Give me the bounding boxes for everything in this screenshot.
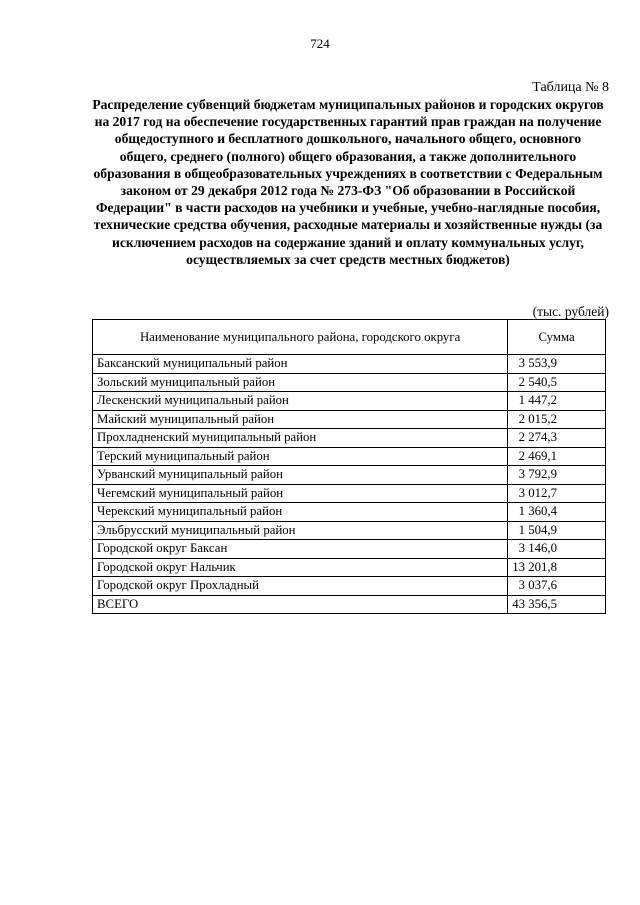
page-number: 724 bbox=[310, 36, 330, 51]
table-row bbox=[93, 484, 606, 503]
column-header-amount: Сумма bbox=[508, 320, 606, 355]
table-row bbox=[93, 466, 606, 485]
row-name: Майский муниципальный район bbox=[93, 410, 508, 429]
table-row bbox=[93, 373, 606, 392]
table-row bbox=[93, 410, 606, 429]
row-amount: 1 447,2 bbox=[508, 392, 606, 411]
row-name: Черекский муниципальный район bbox=[93, 503, 508, 522]
table-total-row bbox=[93, 595, 606, 614]
table-row bbox=[93, 447, 606, 466]
row-amount: 3 037,6 bbox=[508, 577, 606, 596]
units-label: (тыс. рублей) bbox=[532, 304, 609, 319]
row-amount: 2 469,1 bbox=[508, 447, 606, 466]
row-name: Урванский муниципальный район bbox=[93, 466, 508, 485]
total-label: ВСЕГО bbox=[93, 595, 508, 614]
row-name: Чегемский муниципальный район bbox=[93, 484, 508, 503]
total-amount: 43 356,5 bbox=[508, 595, 606, 614]
row-name: Городской округ Баксан bbox=[93, 540, 508, 559]
row-amount: 1 504,9 bbox=[508, 521, 606, 540]
table-row bbox=[93, 503, 606, 522]
table-label: Таблица № 8 bbox=[532, 80, 609, 95]
row-amount: 2 274,3 bbox=[508, 429, 606, 448]
row-name: Городской округ Прохладный bbox=[93, 577, 508, 596]
row-name: Городской округ Нальчик bbox=[93, 558, 508, 577]
table-row bbox=[93, 355, 606, 374]
row-amount: 1 360,4 bbox=[508, 503, 606, 522]
table-row bbox=[93, 577, 606, 596]
row-amount: 3 012,7 bbox=[508, 484, 606, 503]
table-row bbox=[93, 540, 606, 559]
table-row bbox=[93, 521, 606, 540]
table-header-row bbox=[93, 320, 606, 355]
column-header-name: Наименование муниципального района, городского округа bbox=[93, 320, 508, 355]
table-row bbox=[93, 429, 606, 448]
subvention-table bbox=[92, 319, 606, 614]
row-name: Баксанский муниципальный район bbox=[93, 355, 508, 374]
row-name: Зольский муниципальный район bbox=[93, 373, 508, 392]
row-amount: 2 540,5 bbox=[508, 373, 606, 392]
document-title: Распределение субвенций бюджетам муниципальных районов и городских округов на 2017 год на обеспечение государственных гарантий прав граждан на получение общедоступного и бесплатного дошкольного, начального общего, основного общего, среднего (полного) общего образования, а также дополнительного образования в общеобразовательных учреждениях в соответствии с Федеральным законом от 29 декабря 2012 года № 273-ФЗ "Об образовании в Российской Федерации" в части расходов на учебники и учебные, учебно-наглядные пособия, технические средства обучения, расходные материалы и хозяйственные нужды (за исключением расходов на содержание зданий и оплату коммунальных услуг, осуществляемых за счет средств местных бюджетов) bbox=[92, 97, 604, 267]
row-amount: 3 146,0 bbox=[508, 540, 606, 559]
table-row bbox=[93, 558, 606, 577]
row-amount: 3 553,9 bbox=[508, 355, 606, 374]
row-amount: 3 792,9 bbox=[508, 466, 606, 485]
row-name: Терский муниципальный район bbox=[93, 447, 508, 466]
row-name: Прохладненский муниципальный район bbox=[93, 429, 508, 448]
row-name: Лескенский муниципальный район bbox=[93, 392, 508, 411]
row-amount: 13 201,8 bbox=[508, 558, 606, 577]
table-row bbox=[93, 392, 606, 411]
row-amount: 2 015,2 bbox=[508, 410, 606, 429]
row-name: Эльбрусский муниципальный район bbox=[93, 521, 508, 540]
